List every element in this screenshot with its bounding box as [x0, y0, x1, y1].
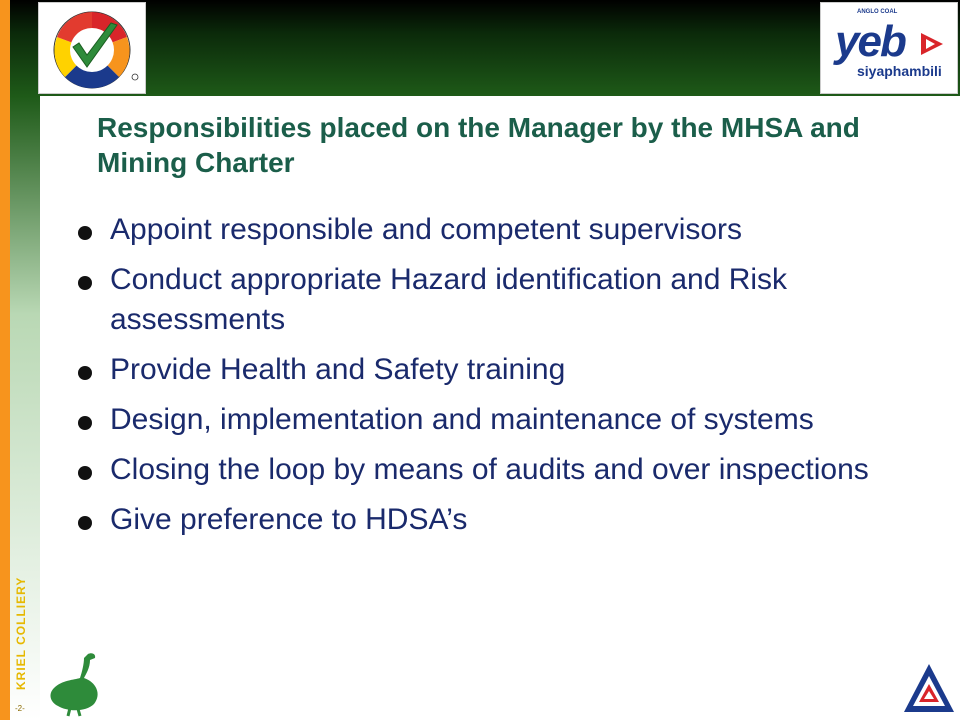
- left-accent-strip: [0, 0, 10, 720]
- bullet-text: Closing the loop by means of audits and over inspections: [110, 453, 869, 486]
- side-label: KRIEL COLLIERY: [14, 576, 28, 690]
- yeb-wordmark: yeb: [835, 17, 905, 66]
- bullet-icon: [78, 416, 92, 430]
- proudly-south-african-logo: [38, 2, 146, 94]
- bullet-text: Conduct appropriate Hazard identification and Risk assessments: [110, 263, 788, 336]
- list-item: [72, 210, 912, 250]
- yeb-subtitle: siyaphambili: [857, 63, 942, 79]
- yeb-tag: ANGLO COAL: [857, 9, 898, 15]
- list-item: [72, 400, 912, 440]
- list-item: [72, 260, 912, 340]
- page-number: -2-: [15, 704, 25, 713]
- yeb-arrow-icon: [917, 29, 947, 59]
- bullet-text: Appoint responsible and competent supervisors: [110, 213, 743, 246]
- bullet-icon: [78, 366, 92, 380]
- bullet-icon: [78, 516, 92, 530]
- list-item: [72, 450, 912, 490]
- slide-title: Responsibilities placed on the Manager by the MHSA and Mining Charter: [97, 112, 860, 178]
- bullet-text: Design, implementation and maintenance of systems: [110, 403, 814, 436]
- guineafowl-icon: [40, 648, 110, 718]
- bullet-text: Provide Health and Safety training: [110, 353, 566, 386]
- bullet-list: [72, 210, 912, 550]
- bullet-icon: [78, 466, 92, 480]
- bullet-icon: [78, 276, 92, 290]
- list-item: [72, 500, 912, 540]
- bullet-icon: [78, 226, 92, 240]
- yeb-siyaphambili-logo: [820, 2, 958, 94]
- list-item: [72, 350, 912, 390]
- bullet-text: Give preference to HDSA’s: [110, 503, 468, 536]
- anglo-american-logo-icon: [902, 662, 956, 716]
